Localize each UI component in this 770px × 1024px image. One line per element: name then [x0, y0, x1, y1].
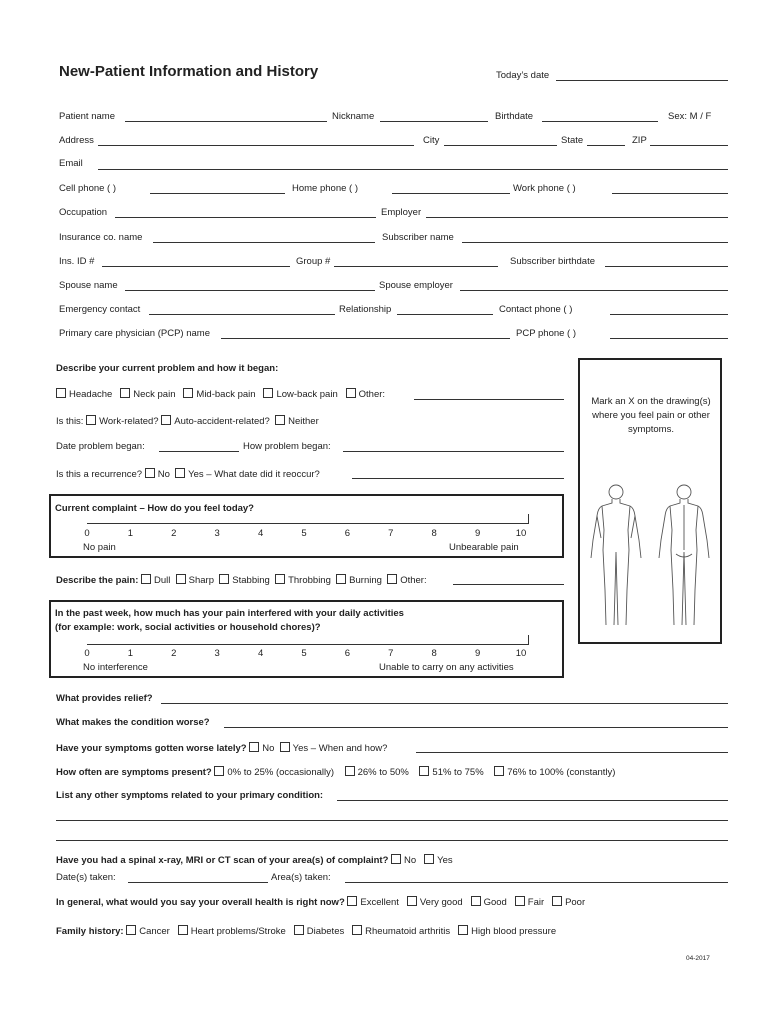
- scale-number[interactable]: 7: [388, 528, 394, 539]
- dates-taken-label: Date(s) taken:: [56, 872, 116, 883]
- scale-number[interactable]: 2: [171, 648, 177, 659]
- auto-accident-checkbox[interactable]: [161, 415, 171, 425]
- cancer-label: Cancer: [139, 926, 170, 937]
- body-diagram-instruction: Mark an X on the drawing(s) where you feel pain or other symptoms.: [591, 396, 711, 435]
- spouse-label: Spouse name: [59, 280, 118, 291]
- throbbing-checkbox[interactable]: [275, 574, 285, 584]
- often-76-100-checkbox[interactable]: [494, 766, 504, 776]
- scale-number[interactable]: 9: [474, 528, 481, 539]
- city-label: City: [423, 135, 440, 146]
- recurrence-no-checkbox[interactable]: [145, 468, 155, 478]
- low-back-label: Low-back pain: [276, 389, 338, 400]
- pcp-label: Primary care physician (PCP) name: [59, 328, 210, 339]
- scale-number[interactable]: 6: [344, 648, 351, 659]
- problem-areas-row: [56, 388, 385, 400]
- auto-accident-label: Auto-accident-related?: [174, 416, 270, 427]
- relationship-field[interactable]: [397, 314, 493, 315]
- sex-label[interactable]: Sex: M / F: [668, 111, 712, 122]
- other-area-label: Other:: [358, 389, 386, 400]
- xray-row: [56, 854, 453, 866]
- gotten-worse-field[interactable]: [416, 752, 728, 753]
- excellent-checkbox[interactable]: [347, 896, 357, 906]
- fair-checkbox[interactable]: [515, 896, 525, 906]
- how-began-field[interactable]: [343, 451, 564, 452]
- subscriber-birthdate-label: Subscriber birthdate: [510, 256, 596, 267]
- ins-id-label: Ins. ID #: [59, 256, 95, 267]
- xray-label: Have you had a spinal x-ray, MRI or CT scan of your area(s) of complaint?: [56, 855, 389, 866]
- scale-number[interactable]: 1: [127, 528, 134, 539]
- scale-number[interactable]: 9: [474, 648, 481, 659]
- scale-number[interactable]: 3: [214, 528, 220, 539]
- group-label: Group #: [296, 256, 331, 267]
- nickname-label: Nickname: [332, 111, 375, 122]
- is-this-label: Is this:: [56, 416, 84, 427]
- sharp-label: Sharp: [188, 575, 215, 586]
- low-back-checkbox[interactable]: [263, 388, 273, 398]
- occupation-label: Occupation: [59, 207, 108, 218]
- complaint-heading: Current complaint – How do you feel today?: [55, 503, 254, 514]
- birthdate-field[interactable]: [542, 121, 658, 122]
- complaint-scale-line[interactable]: [87, 523, 528, 524]
- is-this-row: [56, 415, 319, 427]
- worse-field[interactable]: [224, 727, 728, 728]
- recurrence-date-field[interactable]: [352, 478, 564, 479]
- unbearable-pain-label: Unbearable pain: [449, 542, 519, 553]
- nickname-field[interactable]: [380, 121, 488, 122]
- how-began-label: How problem began:: [243, 441, 331, 452]
- other-symptoms-label: List any other symptoms related to your primary condition:: [56, 790, 324, 801]
- worse-label: What makes the condition worse?: [56, 717, 210, 728]
- family-history-row: [56, 925, 556, 937]
- recurrence-yes-label: Yes – What date did it reoccur?: [188, 469, 320, 480]
- poor-label: Poor: [565, 897, 586, 908]
- dull-checkbox[interactable]: [141, 574, 151, 584]
- interference-scale-end-tick: [528, 635, 529, 645]
- scale-number[interactable]: 10: [515, 528, 527, 539]
- other-symptoms-field-3[interactable]: [56, 840, 728, 841]
- cell-phone-label: Cell phone ( ): [59, 183, 117, 194]
- how-often-row: [56, 766, 615, 778]
- patient-name-field[interactable]: [125, 121, 327, 122]
- stabbing-checkbox[interactable]: [219, 574, 229, 584]
- gotten-worse-yes-label: Yes – When and how?: [292, 743, 388, 754]
- other-pain-checkbox[interactable]: [387, 574, 397, 584]
- cell-phone-field[interactable]: [150, 193, 285, 194]
- gotten-worse-row: [56, 742, 387, 754]
- gotten-worse-yes-checkbox[interactable]: [280, 742, 290, 752]
- gotten-worse-no-checkbox[interactable]: [249, 742, 259, 752]
- scale-number[interactable]: 5: [301, 528, 307, 539]
- address-label: Address: [59, 135, 94, 146]
- complaint-scale-end-tick: [528, 514, 529, 524]
- recurrence-no-label: No: [157, 469, 170, 480]
- address-field[interactable]: [98, 145, 414, 146]
- work-related-label: Work-related?: [99, 416, 159, 427]
- scale-number[interactable]: 5: [301, 648, 307, 659]
- work-related-checkbox[interactable]: [86, 415, 96, 425]
- xray-no-checkbox[interactable]: [391, 854, 401, 864]
- other-area-checkbox[interactable]: [346, 388, 356, 398]
- often-76-100-label: 76% to 100% (constantly): [507, 767, 616, 778]
- diabetes-checkbox[interactable]: [294, 925, 304, 935]
- areas-taken-label: Area(s) taken:: [271, 872, 331, 883]
- often-51-75-checkbox[interactable]: [419, 766, 429, 776]
- scale-number[interactable]: 0: [84, 648, 90, 659]
- interference-heading-1: In the past week, how much has your pain interfered with your daily activities: [55, 608, 404, 619]
- emergency-label: Emergency contact: [59, 304, 141, 315]
- email-field[interactable]: [98, 169, 728, 170]
- overall-health-row: [56, 896, 585, 908]
- unable-label: Unable to carry on any activities: [379, 662, 514, 673]
- other-pain-label: Other:: [400, 575, 427, 586]
- gotten-worse-label: Have your symptoms gotten worse lately?: [56, 743, 247, 754]
- neither-label: Neither: [288, 416, 319, 427]
- high-bp-label: High blood pressure: [471, 926, 557, 937]
- often-0-25-label: 0% to 25% (occasionally): [227, 767, 335, 778]
- good-label: Good: [483, 897, 507, 908]
- work-phone-label: Work phone ( ): [513, 183, 576, 194]
- poor-checkbox[interactable]: [552, 896, 562, 906]
- subscriber-field[interactable]: [462, 242, 728, 243]
- rheumatoid-label: Rheumatoid arthritis: [365, 926, 451, 937]
- complaint-scale-box: [49, 494, 564, 558]
- how-often-label: How often are symptoms present?: [56, 767, 212, 778]
- sharp-checkbox[interactable]: [176, 574, 186, 584]
- high-bp-checkbox[interactable]: [458, 925, 468, 935]
- xray-no-label: No: [404, 855, 417, 866]
- scale-number[interactable]: 2: [171, 528, 177, 539]
- recurrence-yes-checkbox[interactable]: [175, 468, 185, 478]
- body-diagram-panel: [578, 358, 722, 644]
- occupation-field[interactable]: [115, 217, 376, 218]
- scale-number[interactable]: 10: [515, 648, 527, 659]
- gotten-worse-no-label: No: [262, 743, 275, 754]
- good-checkbox[interactable]: [471, 896, 481, 906]
- interference-heading-2: (for example: work, social activities or household chores)?: [55, 622, 321, 633]
- family-history-label: Family history:: [56, 926, 124, 937]
- insurance-label: Insurance co. name: [59, 232, 143, 243]
- mid-back-label: Mid-back pain: [196, 389, 256, 400]
- state-field[interactable]: [587, 145, 625, 146]
- neck-pain-checkbox[interactable]: [120, 388, 130, 398]
- birthdate-label: Birthdate: [495, 111, 534, 122]
- no-interference-label: No interference: [83, 662, 148, 673]
- no-pain-label: No pain: [83, 542, 116, 553]
- todays-date-field[interactable]: [556, 80, 728, 81]
- neck-pain-label: Neck pain: [133, 389, 176, 400]
- scale-number[interactable]: 4: [257, 648, 264, 659]
- describe-pain-label: Describe the pain:: [56, 575, 139, 586]
- spouse-employer-field[interactable]: [460, 290, 728, 291]
- other-pain-field[interactable]: [453, 584, 564, 585]
- relationship-label: Relationship: [339, 304, 392, 315]
- date-began-field[interactable]: [159, 451, 239, 452]
- often-26-50-label: 26% to 50%: [357, 767, 409, 778]
- other-symptoms-field-1[interactable]: [337, 800, 728, 801]
- recurrence-label: Is this a recurrence?: [56, 469, 143, 480]
- subscriber-label: Subscriber name: [382, 232, 454, 243]
- employer-field[interactable]: [426, 217, 728, 218]
- form-title: New-Patient Information and History: [59, 63, 319, 80]
- todays-date-label: Today’s date: [496, 70, 550, 81]
- areas-taken-field[interactable]: [345, 882, 728, 883]
- xray-yes-checkbox[interactable]: [424, 854, 434, 864]
- dull-label: Dull: [154, 575, 171, 586]
- interference-scale-line[interactable]: [87, 644, 528, 645]
- pcp-phone-label: PCP phone ( ): [516, 328, 577, 339]
- burning-checkbox[interactable]: [336, 574, 346, 584]
- excellent-label: Excellent: [360, 897, 399, 908]
- scale-number[interactable]: 3: [214, 648, 220, 659]
- throbbing-label: Throbbing: [288, 575, 331, 586]
- headache-label: Headache: [69, 389, 113, 400]
- spouse-field[interactable]: [125, 290, 375, 291]
- emergency-field[interactable]: [149, 314, 335, 315]
- overall-health-label: In general, what would you say your overall health is right now?: [56, 897, 345, 908]
- stabbing-label: Stabbing: [232, 575, 270, 586]
- cancer-checkbox[interactable]: [126, 925, 136, 935]
- headache-checkbox[interactable]: [56, 388, 66, 398]
- pcp-field[interactable]: [221, 338, 510, 339]
- zip-field[interactable]: [650, 145, 728, 146]
- home-phone-label: Home phone ( ): [292, 183, 359, 194]
- recurrence-row: [56, 468, 320, 480]
- scale-number[interactable]: 7: [388, 648, 394, 659]
- very-good-checkbox[interactable]: [407, 896, 417, 906]
- scale-number[interactable]: 6: [344, 528, 351, 539]
- describe-pain-row: [56, 574, 427, 586]
- ins-id-field[interactable]: [102, 266, 290, 267]
- relief-label: What provides relief?: [56, 693, 153, 704]
- mid-back-checkbox[interactable]: [183, 388, 193, 398]
- employer-label: Employer: [381, 207, 422, 218]
- date-began-label: Date problem began:: [56, 441, 145, 452]
- often-0-25-checkbox[interactable]: [214, 766, 224, 776]
- subscriber-birthdate-field[interactable]: [605, 266, 728, 267]
- rheumatoid-checkbox[interactable]: [352, 925, 362, 935]
- form-code: 04-2017: [686, 955, 710, 962]
- other-area-field[interactable]: [414, 399, 564, 400]
- body-figures-icon[interactable]: [580, 480, 720, 630]
- fair-label: Fair: [527, 897, 545, 908]
- state-label: State: [561, 135, 584, 146]
- often-26-50-checkbox[interactable]: [345, 766, 355, 776]
- scale-number[interactable]: 0: [84, 528, 90, 539]
- zip-label: ZIP: [632, 135, 647, 146]
- home-phone-field[interactable]: [392, 193, 510, 194]
- scale-number[interactable]: 8: [431, 528, 437, 539]
- problem-heading: Describe your current problem and how it began:: [56, 363, 279, 374]
- relief-field[interactable]: [161, 703, 728, 704]
- email-label: Email: [59, 158, 83, 169]
- xray-yes-label: Yes: [437, 855, 453, 866]
- often-51-75-label: 51% to 75%: [432, 767, 484, 778]
- scale-number[interactable]: 8: [431, 648, 437, 659]
- contact-phone-field[interactable]: [610, 314, 728, 315]
- neither-checkbox[interactable]: [275, 415, 285, 425]
- dates-taken-field[interactable]: [128, 882, 268, 883]
- patient-name-label: Patient name: [59, 111, 115, 122]
- spouse-employer-label: Spouse employer: [379, 280, 453, 291]
- pcp-phone-field[interactable]: [610, 338, 728, 339]
- scale-number[interactable]: 1: [127, 648, 134, 659]
- work-phone-field[interactable]: [612, 193, 728, 194]
- heart-checkbox[interactable]: [178, 925, 188, 935]
- contact-phone-label: Contact phone ( ): [499, 304, 573, 315]
- very-good-label: Very good: [419, 897, 463, 908]
- heart-label: Heart problems/Stroke: [190, 926, 286, 937]
- scale-number[interactable]: 4: [257, 528, 264, 539]
- city-field[interactable]: [444, 145, 557, 146]
- other-symptoms-field-2[interactable]: [56, 820, 728, 821]
- insurance-field[interactable]: [153, 242, 375, 243]
- interference-scale-box: [49, 600, 564, 678]
- diabetes-label: Diabetes: [306, 926, 345, 937]
- burning-label: Burning: [349, 575, 382, 586]
- group-field[interactable]: [334, 266, 498, 267]
